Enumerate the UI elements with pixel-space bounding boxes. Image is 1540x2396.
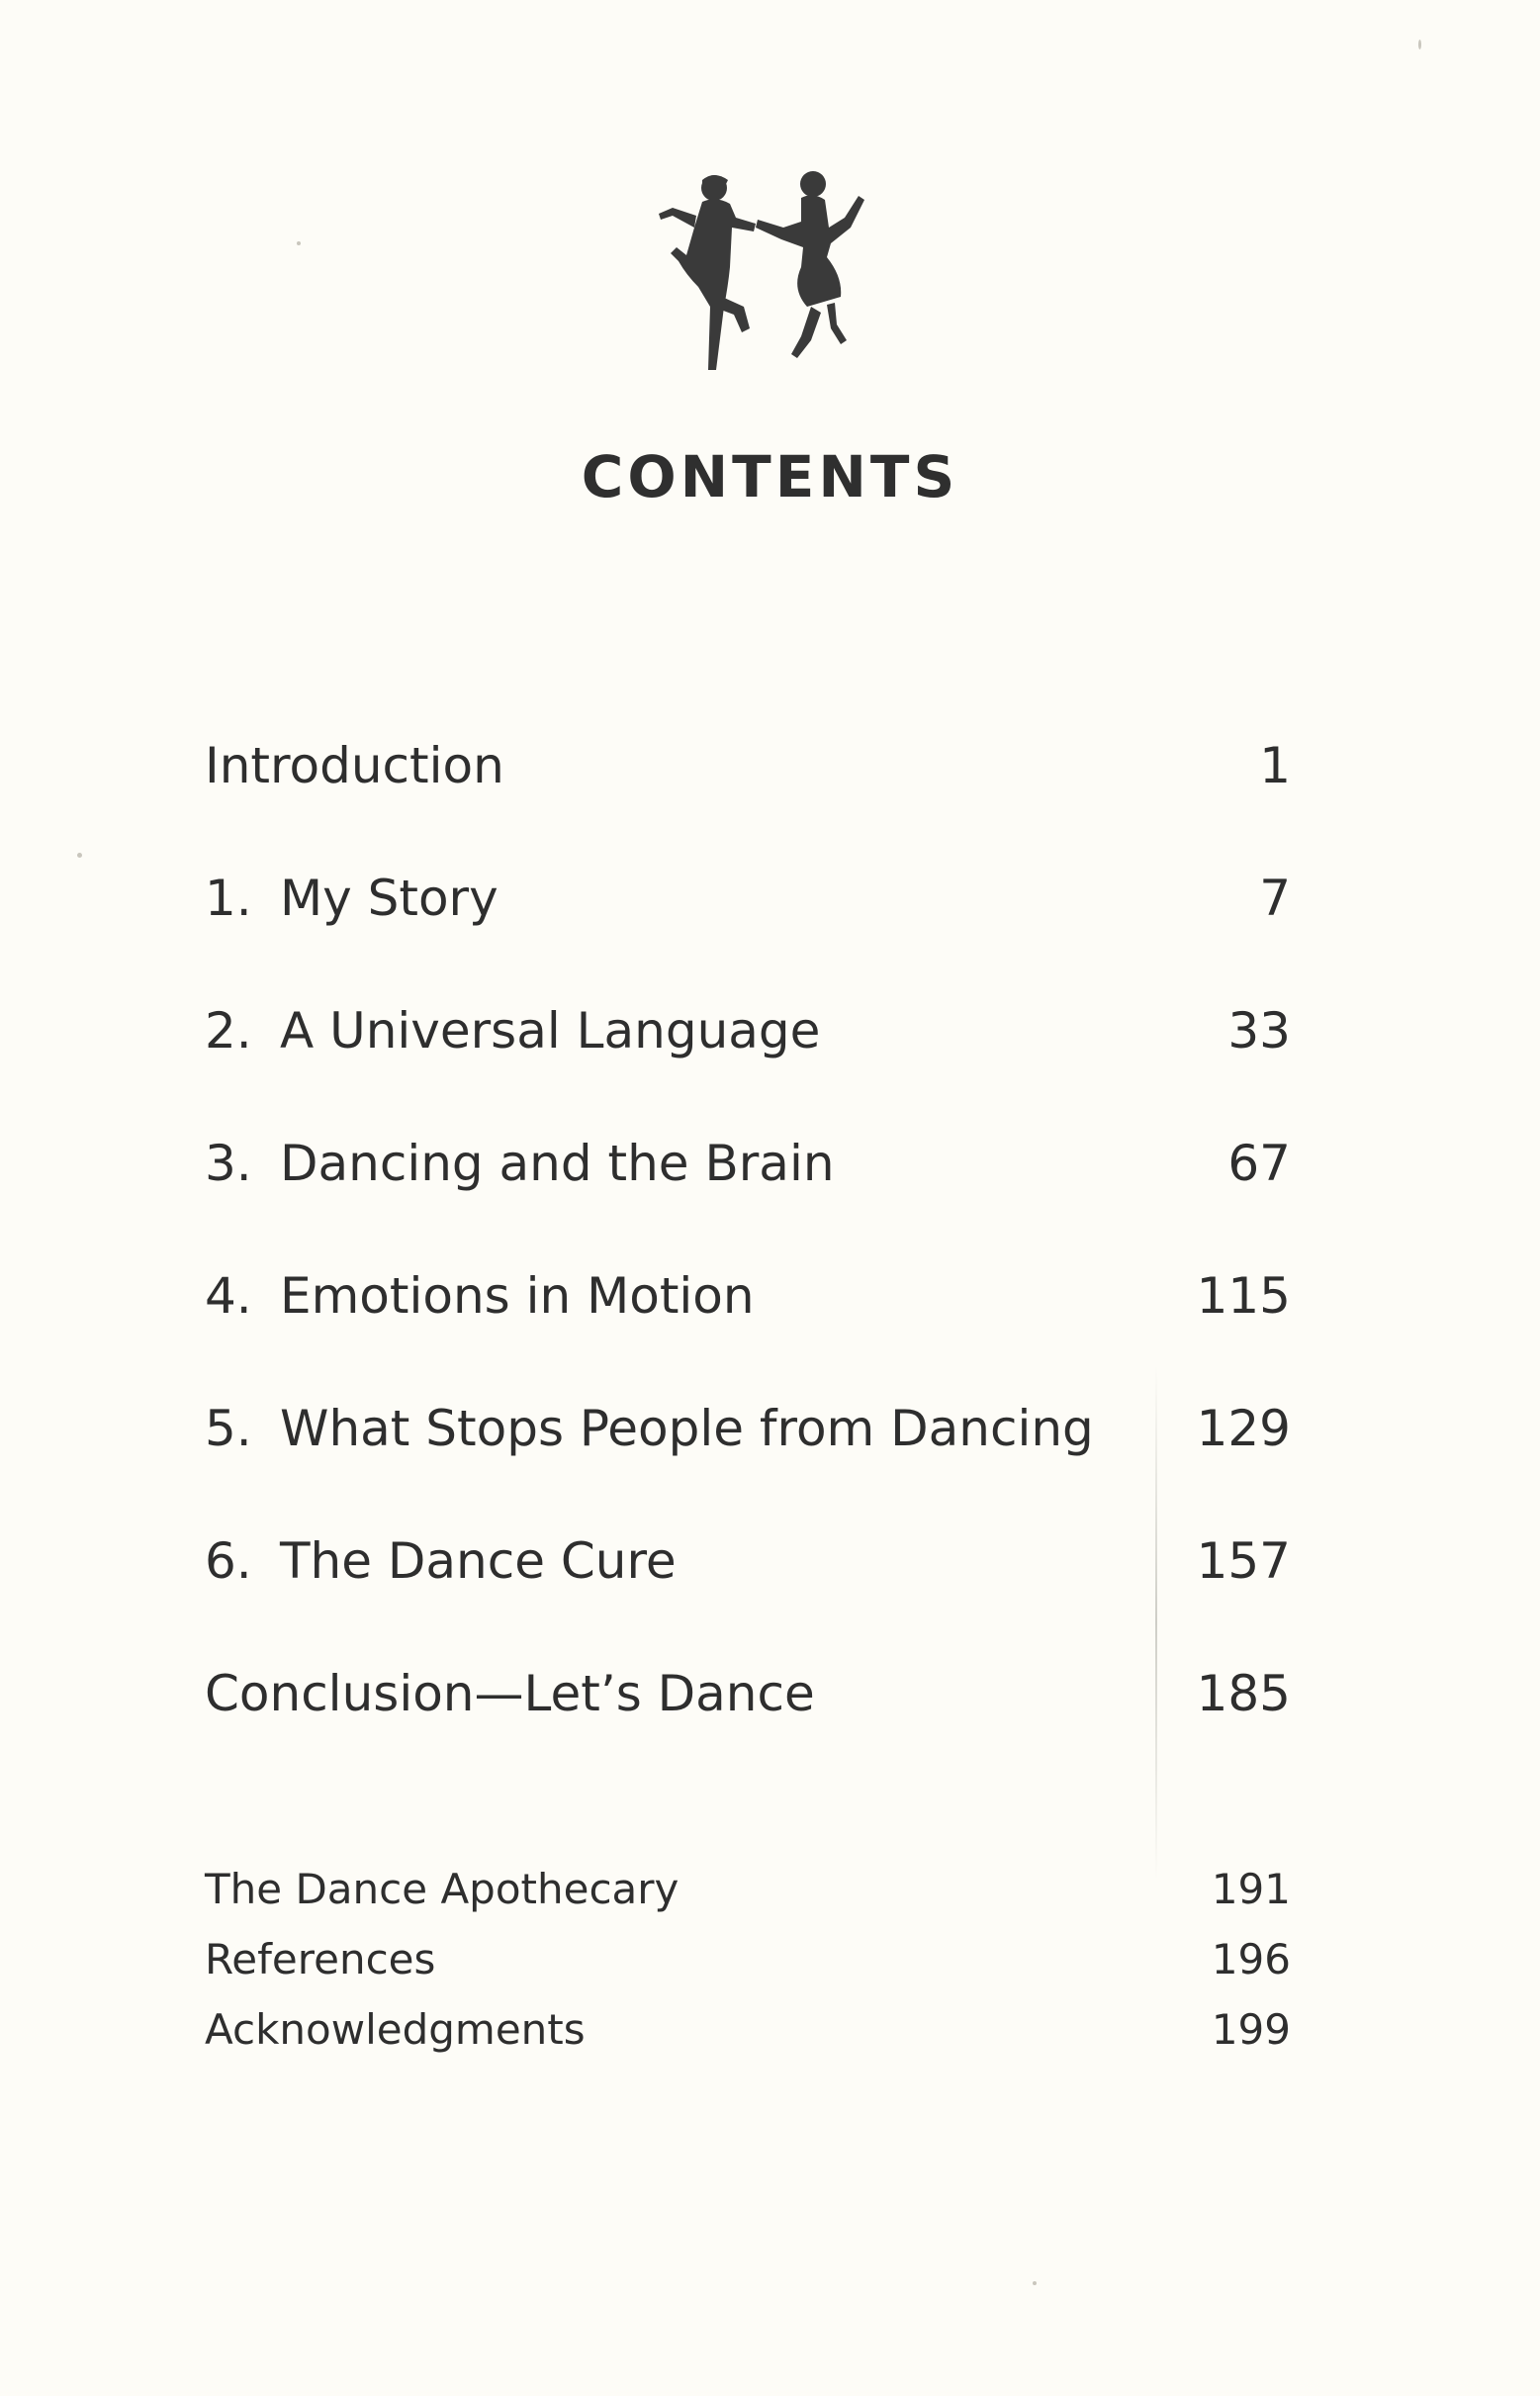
toc-entry-title: 4. Emotions in Motion: [205, 1248, 755, 1343]
dancing-couple-icon: [633, 158, 890, 386]
toc-entry-title: 5. What Stops People from Dancing: [205, 1381, 1094, 1476]
toc-entry-title: References: [205, 1935, 436, 1983]
chapter-number: 4.: [205, 1267, 252, 1325]
toc-page-number: 185: [1196, 1665, 1291, 1722]
toc-entry-title: Acknowledgments: [205, 2005, 586, 2054]
toc-page-number: 157: [1196, 1532, 1291, 1590]
toc-page-number: 191: [1211, 1865, 1291, 1913]
chapter-number: 6.: [205, 1532, 252, 1590]
page-crease: [1155, 1365, 1157, 1880]
toc-entry-title: Introduction: [205, 737, 504, 794]
toc-page-number: 67: [1227, 1135, 1291, 1192]
scan-speck: [77, 853, 82, 858]
scan-speck: [1033, 2281, 1037, 2285]
scan-speck: [1418, 40, 1421, 49]
chapter-number: 2.: [205, 1002, 252, 1060]
toc-row-chapter-1[interactable]: [205, 851, 1291, 983]
toc-row-references[interactable]: [205, 1924, 1291, 1994]
toc-row-chapter-2[interactable]: [205, 983, 1291, 1116]
toc-page-number: 115: [1196, 1267, 1291, 1325]
toc-row-chapter-5[interactable]: [205, 1381, 1291, 1514]
toc-page-number: 129: [1196, 1400, 1291, 1457]
table-of-contents: [205, 718, 1291, 1779]
toc-row-chapter-6[interactable]: [205, 1514, 1291, 1646]
toc-row-chapter-4[interactable]: [205, 1248, 1291, 1381]
toc-entry-title: 1. My Story: [205, 851, 498, 946]
toc-row-chapter-3[interactable]: [205, 1116, 1291, 1248]
toc-page-number: 33: [1227, 1002, 1291, 1060]
toc-entry-title: Conclusion—Let’s Dance: [205, 1665, 815, 1722]
scan-speck: [297, 241, 301, 245]
toc-entry-title: 2. A Universal Language: [205, 983, 820, 1078]
back-matter-list: [205, 1854, 1291, 2065]
toc-page-number: 199: [1211, 2005, 1291, 2054]
contents-heading: CONTENTS: [581, 443, 959, 510]
toc-page-number: 1: [1259, 737, 1291, 794]
toc-row-conclusion[interactable]: [205, 1646, 1291, 1779]
chapter-number: 3.: [205, 1135, 252, 1192]
toc-page-number: 7: [1259, 870, 1291, 927]
toc-entry-title: 6. The Dance Cure: [205, 1514, 677, 1609]
chapter-number: 1.: [205, 870, 252, 927]
toc-entry-title: The Dance Apothecary: [205, 1865, 679, 1913]
chapter-number: 5.: [205, 1400, 252, 1457]
toc-page-number: 196: [1211, 1935, 1291, 1983]
toc-row-acknowledgments[interactable]: [205, 1994, 1291, 2065]
toc-entry-title: 3. Dancing and the Brain: [205, 1116, 835, 1211]
toc-row-dance-apothecary[interactable]: [205, 1854, 1291, 1924]
toc-row-introduction[interactable]: [205, 718, 1291, 851]
